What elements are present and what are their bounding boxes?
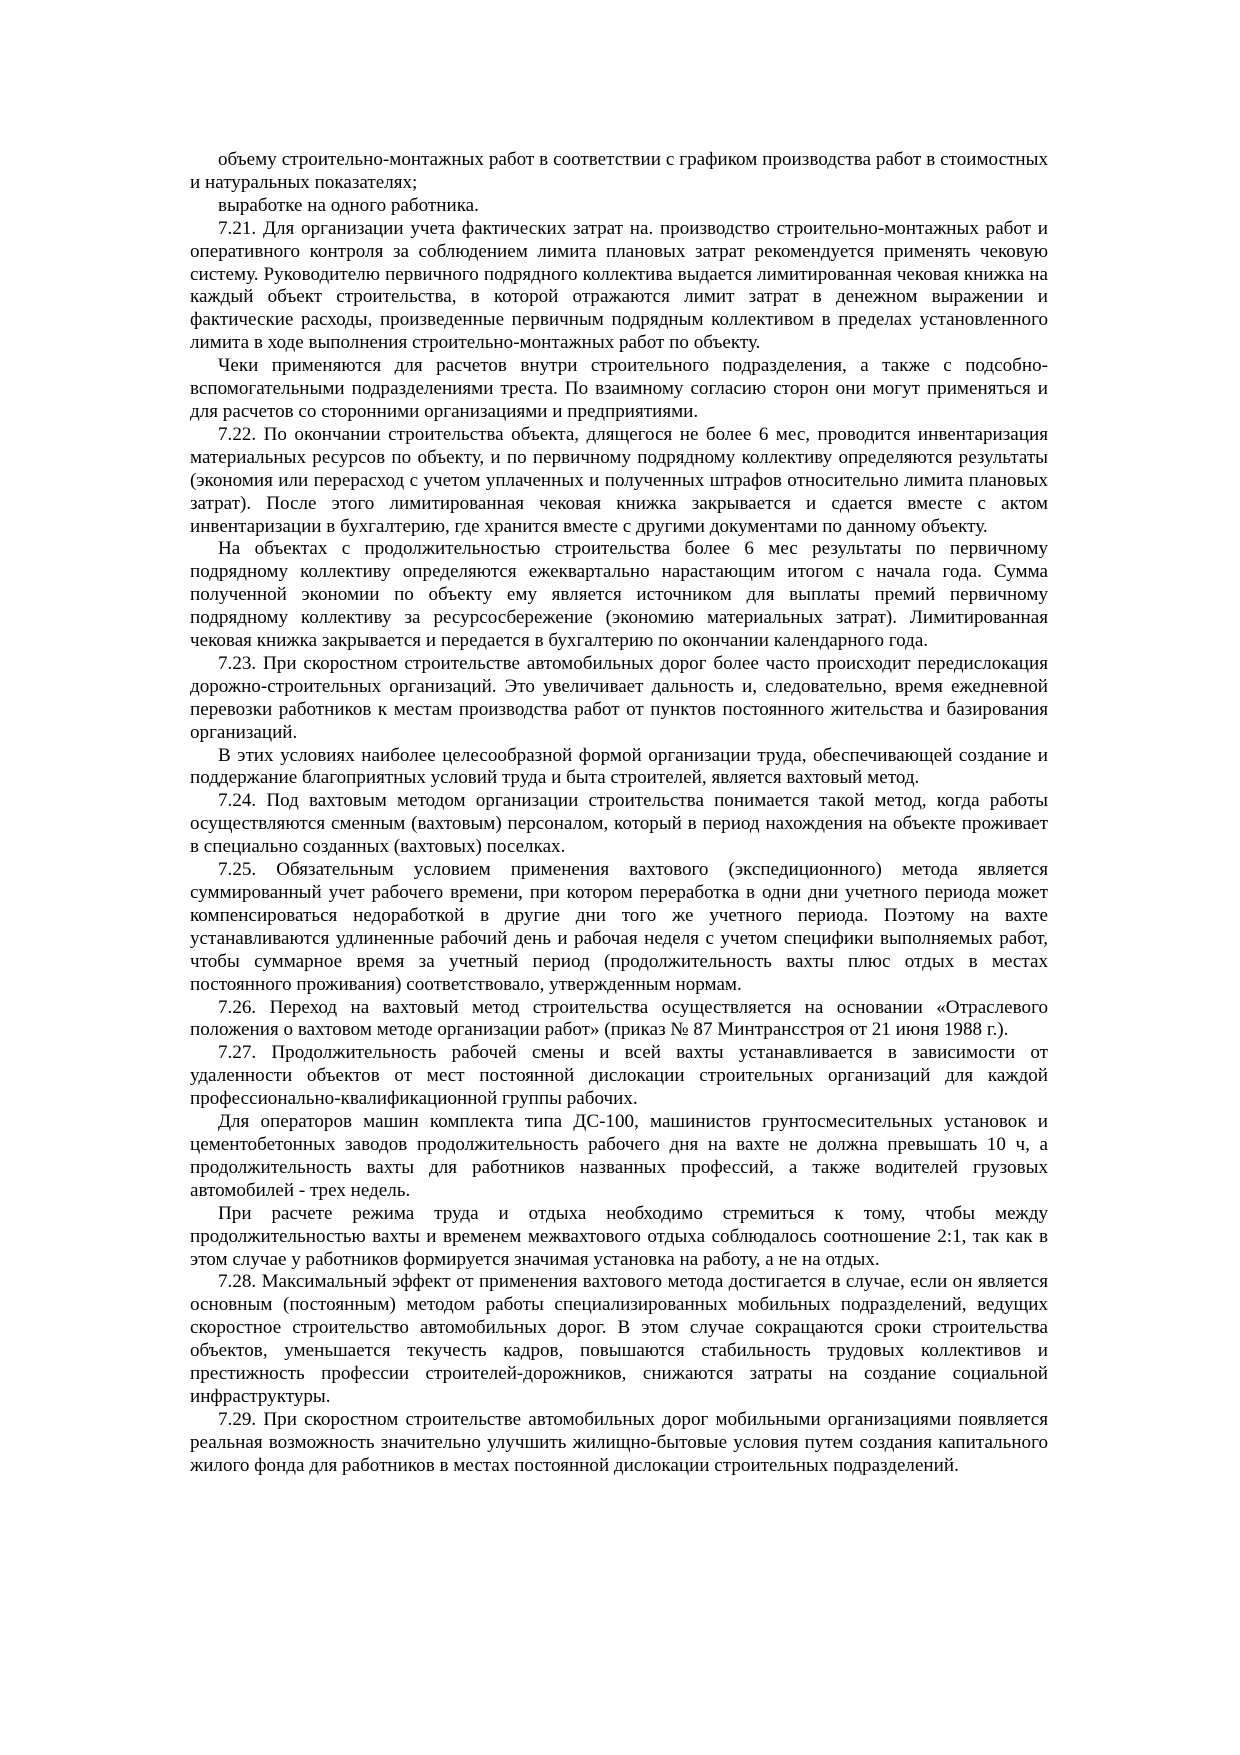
paragraph-long-objects: На объектах с продолжительностью строительства более 6 мес результаты по первичному подрядному коллективу определяются ежеквартально нарастающим итогом с начала года. Сумма полученной экономии по объекту ему является источником для выплаты премий первичному подрядному коллективу за ресурсосбережение (экономию материальных затрат). Лимитированная чековая книжка закрывается и передается в бухгалтерию по окончании календарного года. xyxy=(190,538,1048,652)
paragraph-shift-method-intro: В этих условиях наиболее целесообразной формой организации труда, обеспечивающей создание и поддержание благоприятных условий труда и быта строителей, является вахтовый метод. xyxy=(190,744,1048,789)
paragraph-cheques: Чеки применяются для расчетов внутри строительного подразделения, а также с подсобно-вспомогательными подразделениями треста. По взаимному согласию сторон они могут применяться и для расчетов со сторонними организациями и предприятиями. xyxy=(190,355,1048,422)
paragraph-7-28: 7.28. Максимальный эффект от применения вахтового метода достигается в случае, если он является основным (постоянным) методом работы специализированных мобильных подразделений, ведущих скоростное строительство автомобильных дорог. В этом случае сокращаются сроки строительства объектов, уменьшается текучесть кадров, повышаются стабильность трудовых коллективов и престижность профессии строителей-дорожников, снижаются затраты на создание социальной инфраструктуры. xyxy=(190,1271,1048,1407)
paragraph-volume-works: объему строительно-монтажных работ в соответствии с графиком производства работ в стоимостных и натуральных показателях; xyxy=(190,149,1048,193)
document-page xyxy=(190,149,1048,1478)
paragraph-7-24: 7.24. Под вахтовым методом организации строительства понимается такой метод, когда работы осуществляются сменным (вахтовым) персоналом, который в период нахождения на объекте проживает в специально созданных (вахтовых) поселках. xyxy=(190,790,1048,858)
paragraph-output-per-worker: выработке на одного работника. xyxy=(218,194,479,216)
paragraph-7-27: 7.27. Продолжительность рабочей смены и всей вахты устанавливается в зависимости от удаленности объектов от мест постоянной дислокации строительных организаций для каждой профессионально-квалификационной группы рабочих. xyxy=(190,1042,1048,1110)
paragraph-7-22: 7.22. По окончании строительства объекта, длящегося не более 6 мес, проводится инвентаризация материальных ресурсов по объекту, и по первичному подрядному коллективу определяются результаты (экономия или перерасход с учетом уплаченных и полученных штрафов относительно лимита плановых затрат). После этого лимитированная чековая книжка закрывается и сдается вместе с актом инвентаризации в бухгалтерию, где хранится вместе с другими документами по данному объекту. xyxy=(190,423,1048,537)
paragraph-work-rest-ratio: При расчете режима труда и отдыха необходимо стремиться к тому, чтобы между продолжительностью вахты и временем межвахтового отдыха соблюдалось соотношение 2:1, так как в этом случае у работников формируется значимая установка на работу, а не на отдых. xyxy=(190,1202,1048,1270)
paragraph-7-25: 7.25. Обязательным условием применения вахтового (экспедиционного) метода является суммированный учет рабочего времени, при котором переработка в одни дни учетного периода может компенсироваться недоработкой в другие дни того же учетного периода. Поэтому на вахте устанавливаются удлиненные рабочий день и рабочая неделя с учетом специфики выполняемых работ, чтобы суммарное время за учетный период (продолжительность вахты плюс отдых в местах постоянного проживания) соответствовало, утвержденным нормам. xyxy=(190,859,1048,995)
paragraph-operators: Для операторов машин комплекта типа ДС-100, машинистов грунтосмесительных установок и цементобетонных заводов продолжительность рабочего дня на вахте не должна превышать 10 ч, а продолжительность вахты для работников названных профессий, а также водителей грузовых автомобилей - трех недель. xyxy=(190,1111,1048,1201)
paragraph-7-23: 7.23. При скоростном строительстве автомобильных дорог более часто происходит передислокация дорожно-строительных организаций. Это увеличивает дальность и, следовательно, время ежедневной перевозки работников к местам производства работ от пунктов постоянного жительства и базирования организаций. xyxy=(190,652,1048,743)
paragraph-7-26: 7.26. Переход на вахтовый метод строительства осуществляется на основании «Отраслевого положения о вахтовом методе организации работ» (приказ № 87 Минтрансстроя от 21 июня 1988 г.). xyxy=(190,996,1048,1041)
paragraph-7-21: 7.21. Для организации учета фактических затрат на. производство строительно-монтажных работ и оперативного контроля за соблюдением лимита плановых затрат рекомендуется применять чековую систему. Руководителю первичного подрядного коллектива выдается лимитированная чековая книжка на каждый объект строительства, в которой отражаются лимит затрат в денежном выражении и фактические расходы, произведенные первичным подрядным коллективом в пределах установленного лимита в ходе выполнения строительно-монтажных работ по объекту. xyxy=(190,217,1048,354)
paragraph-7-29: 7.29. При скоростном строительстве автомобильных дорог мобильными организациями появляется реальная возможность значительно улучшить жилищно-бытовые условия путем создания капитального жилого фонда для работников в местах постоянной дислокации строительных подразделений. xyxy=(190,1408,1048,1476)
